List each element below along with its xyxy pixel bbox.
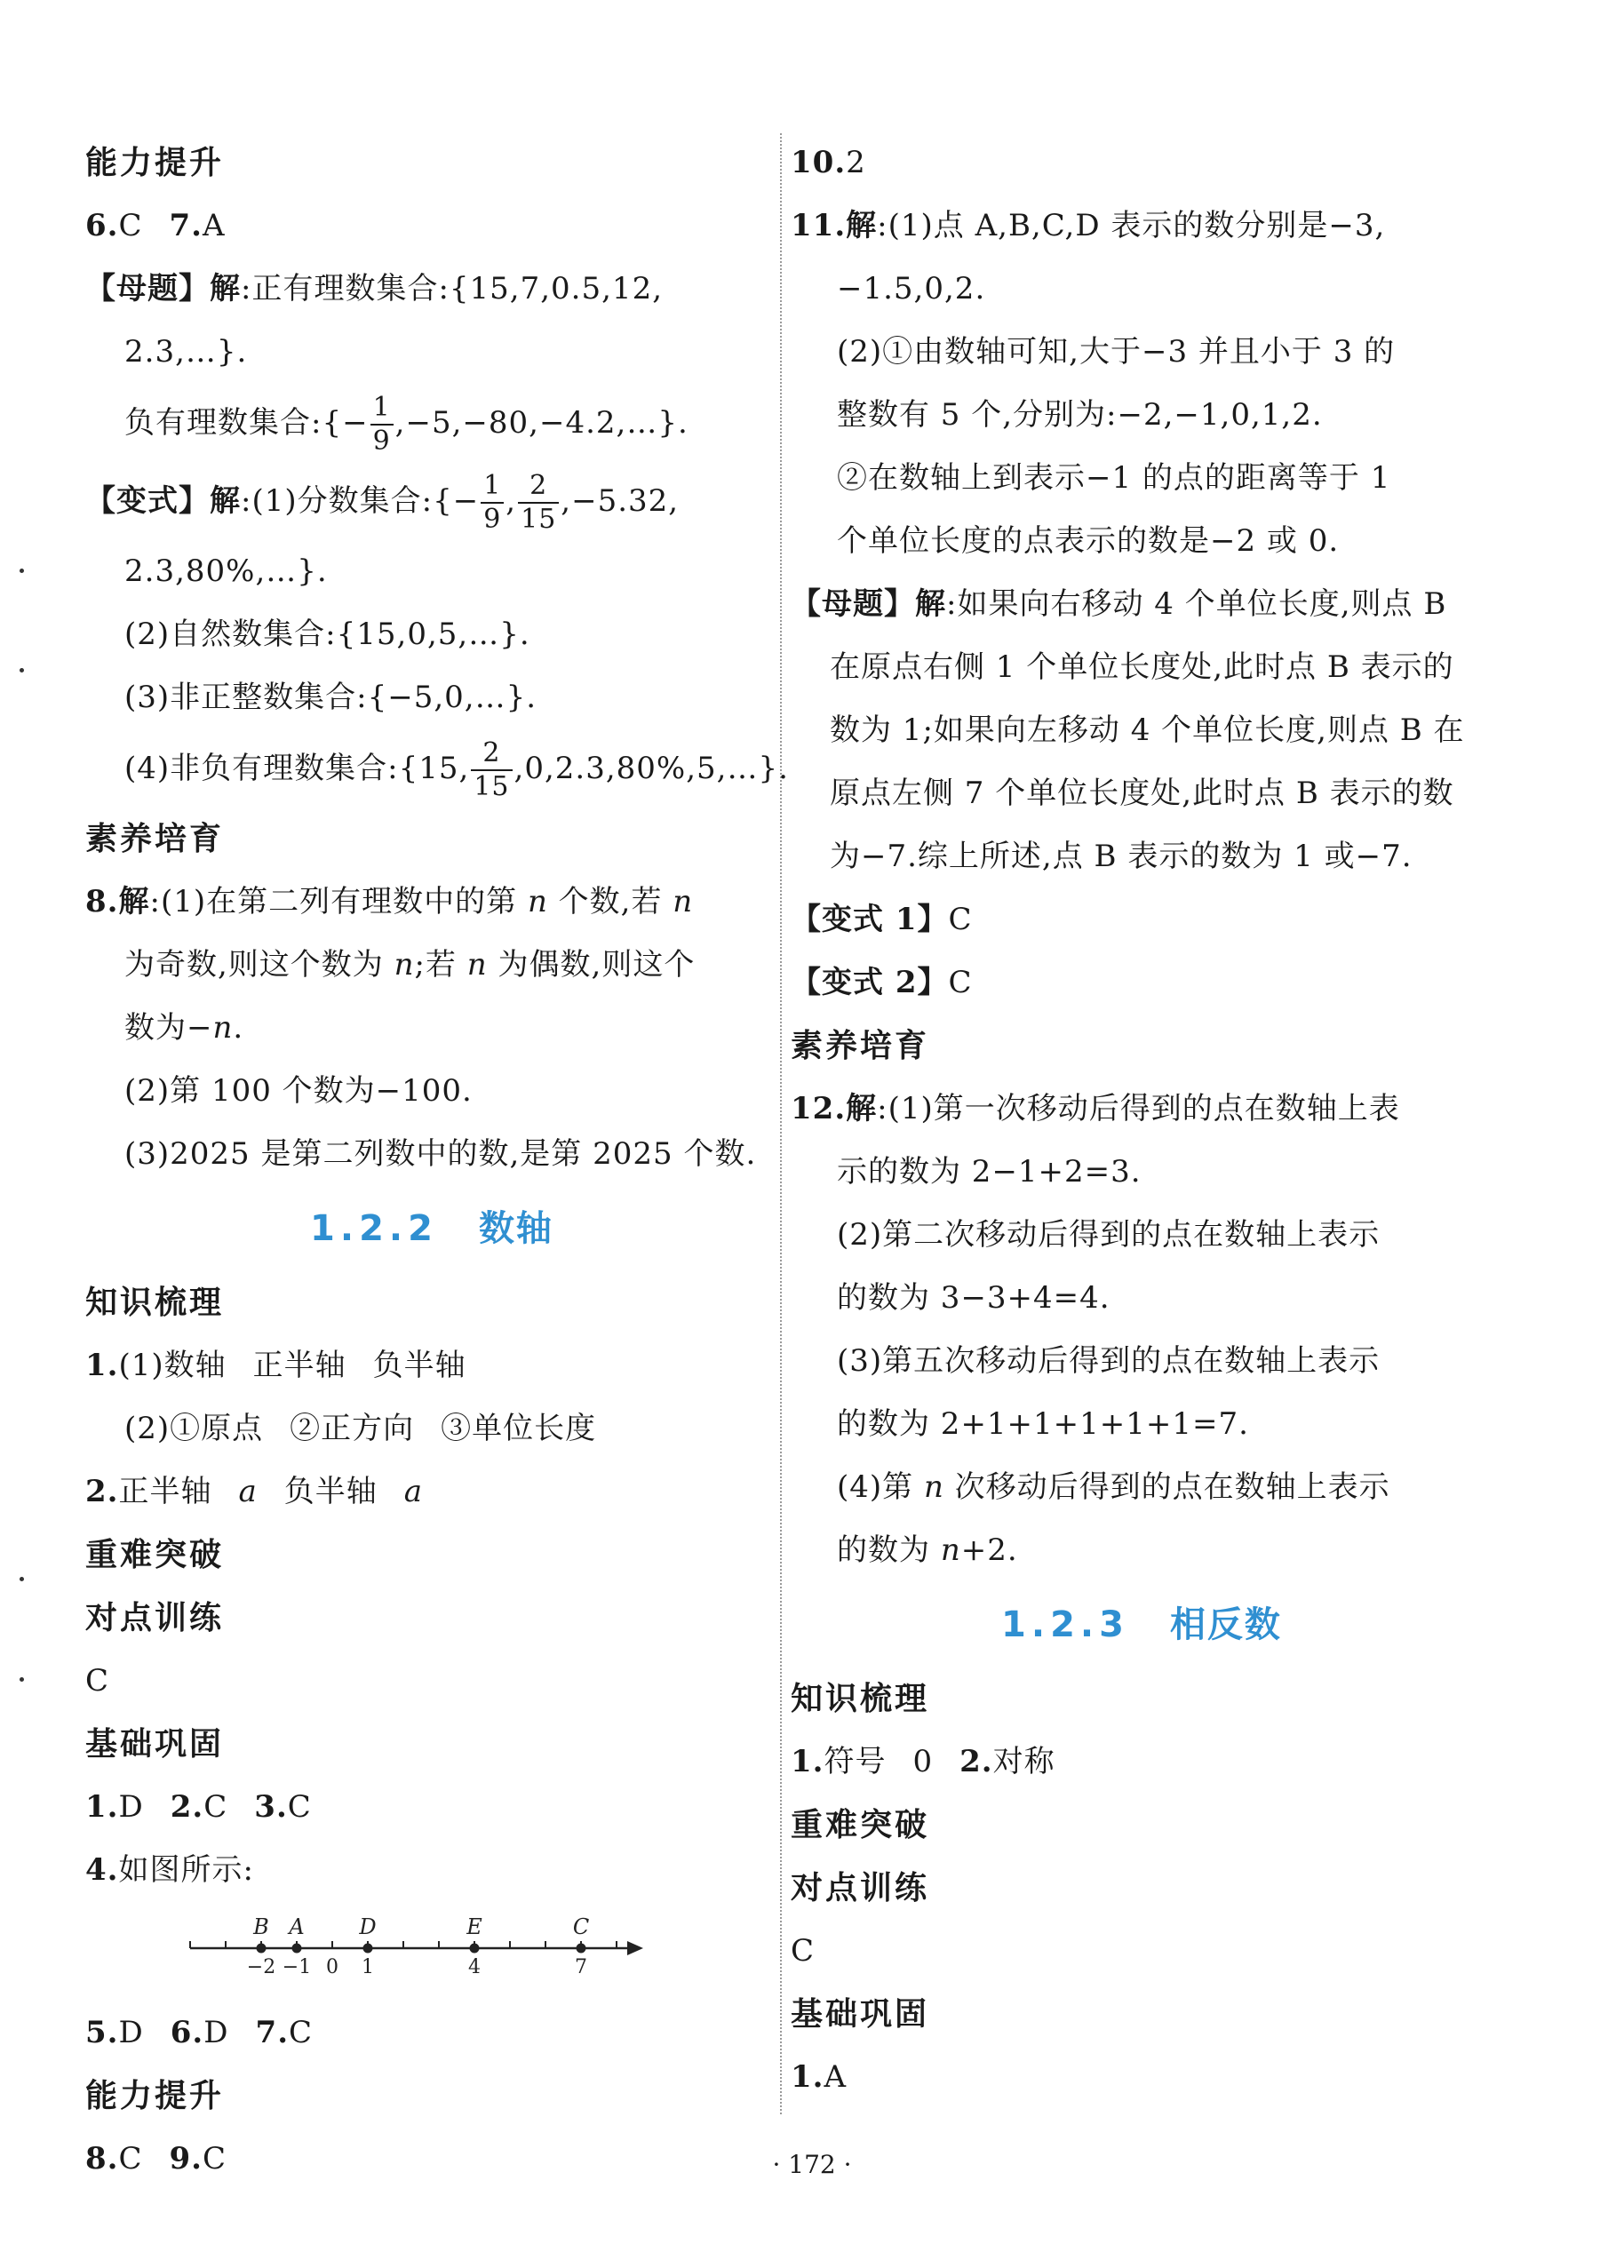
answer: 符号 [824,1744,887,1779]
answer-line [85,1650,778,1713]
answer: C [118,208,143,243]
numerator: 2 [518,473,559,504]
answer-line [85,321,778,384]
q-num: 11. [791,208,847,243]
text: 数为− [124,1010,213,1046]
text: ,−5,−80,−4.2,…}. [394,405,689,441]
text: (3)第五次移动后得到的点在数轴上表示 [837,1343,1381,1379]
q-num: 6. [170,2015,204,2050]
answer: (2)①原点 [124,1411,264,1446]
denominator: 9 [483,504,502,535]
point-label: D [359,1914,377,1939]
answer-line [791,1519,1493,1582]
tick-label: 1 [362,1956,374,1978]
heading-targeted-practice: 对点训练 [85,1600,225,1636]
text: ②在数轴上到表示−1 的点的距离等于 1 [837,460,1391,496]
text: (2)第二次移动后得到的点在数轴上表示 [837,1217,1381,1253]
answer-line [791,384,1493,447]
text: (4)非负有理数集合:{15, [124,751,470,786]
answer-line [85,934,778,997]
text: 2.3,80%,…}. [124,553,328,589]
q-num: 3. [254,1789,288,1825]
text: (2)自然数集合:{15,0,5,…}. [124,617,530,652]
variable: n [212,1010,234,1046]
heading-foundation: 基础巩固 [85,1726,225,1763]
point-label: B [253,1914,269,1939]
q-num: 8. [85,884,119,919]
text: 整数有 5 个,分别为:−2,−1,0,1,2. [837,397,1323,433]
answer-line [791,2046,1493,2109]
answer: 负半轴 [372,1348,466,1383]
answer-line [791,888,1493,951]
answer-line [791,321,1493,384]
answer-line [791,762,1493,825]
text: ,0,2.3,80%,5,…}. [513,751,789,786]
answer-line [791,1920,1493,1983]
answer-line [85,1397,778,1460]
point-a [292,1944,302,1954]
answer: ②正方向 [290,1411,415,1446]
heading-literacy: 素养培育 [791,1028,930,1064]
answer-line [85,1460,778,1524]
numerator: 2 [471,740,512,771]
heading-targeted-practice: 对点训练 [791,1870,930,1906]
fraction [481,470,504,535]
answer-line [791,195,1493,258]
answer-line [791,1267,1493,1330]
tick-label: 0 [326,1956,338,1978]
answer: A [203,208,226,243]
text: 2.3,…}. [124,334,248,370]
answer-line [791,573,1493,636]
variable: n [394,947,415,983]
text: (4)第 [837,1469,924,1505]
tag-mother-problem: 【母题】 [85,271,210,306]
footer-bullet: · [843,2150,852,2179]
left-column [85,131,789,2191]
text: 个单位长度的点表示的数是−2 或 0. [837,523,1340,559]
text: 负有理数集合:{− [124,405,369,441]
solution-label: 解 [915,586,946,622]
denominator: 15 [474,771,510,802]
answer: 对称 [992,1744,1055,1779]
answer: C [203,1789,228,1825]
answer-line [791,1731,1493,1794]
text: 数为 1;如果向左移动 4 个单位长度,则点 B 在 [830,712,1465,748]
answer-line [791,699,1493,762]
answer-line [85,997,778,1060]
numerator: 1 [370,394,394,426]
heading-foundation: 基础巩固 [791,1996,930,2033]
fraction [518,470,559,535]
heading-difficulty: 重难突破 [791,1807,930,1843]
text: (2)①由数轴可知,大于−3 并且小于 3 的 [837,334,1396,370]
fraction [471,737,512,802]
answer-line [85,871,778,934]
q-num: 2. [170,1789,204,1825]
answer: C [289,2015,314,2050]
tick-label: −2 [246,1956,276,1978]
answer-line [791,1456,1493,1519]
answer-line [791,1330,1493,1393]
text: :正有理数集合:{15,7,0.5,12, [241,271,664,306]
text: ;若 [414,947,467,983]
answer-line [85,603,778,666]
answer-line [791,258,1493,321]
answer: D [118,2015,144,2050]
answer-line [85,258,778,321]
point-label: A [289,1914,305,1939]
text: (2)第 100 个数为−100. [124,1073,473,1109]
text: , [506,483,517,519]
point-b [257,1944,267,1954]
solution-label: 解 [210,483,241,519]
point-c [577,1944,586,1954]
answer: (1)数轴 [118,1348,227,1383]
solution-label: 解 [846,1091,878,1126]
page-number: 172 [788,2150,836,2179]
answer-line [791,510,1493,573]
text: 的数为 [837,1532,941,1568]
page-footer [0,2150,1624,2179]
answer-line [791,1393,1493,1456]
q-num: 1. [85,1348,119,1383]
text: +2. [960,1532,1018,1568]
solution-label: 解 [210,271,241,306]
margin-dot [20,1677,24,1682]
margin-dot [20,569,24,573]
q-num: 8. [85,2141,119,2176]
fraction [370,394,394,455]
q-num: 1. [85,1789,119,1825]
answer-line [791,1078,1493,1141]
q-num: 9. [169,2141,203,2176]
answer: D [203,2015,229,2050]
variable: n [940,1532,961,1568]
heading-ability: 能力提升 [85,145,225,181]
tick-label: 7 [575,1956,587,1978]
text: 为−7.综上所述,点 B 表示的数为 1 或−7. [830,839,1413,874]
text: 次移动后得到的点在数轴上表示 [943,1469,1390,1505]
answer-line [791,636,1493,699]
answer-line [85,1060,778,1123]
section-title-opposite-numbers [791,1582,1493,1667]
q-num: 1. [791,2059,824,2095]
text: −1.5,0,2. [837,271,986,306]
column-divider [780,133,782,2114]
denominator: 9 [372,426,391,457]
text: 个数,若 [547,884,673,919]
answer-line [85,195,778,258]
point-d [363,1944,373,1954]
text: 如图所示: [118,1852,254,1888]
answer-line [85,462,778,540]
q-num: 7. [169,208,203,243]
heading-ability: 能力提升 [85,2078,225,2114]
tick-label: 4 [468,1956,481,1978]
heading-literacy: 素养培育 [85,821,225,857]
tag-variant: 【变式】 [85,483,210,519]
variable: n [466,947,488,983]
text: :(1)点 A,B,C,D 表示的数分别是−3, [877,208,1386,243]
answer-line [791,825,1493,888]
number-line-figure [85,1902,778,2001]
variable: n [527,884,548,919]
tag-variant-1: 【变式 1】 [791,902,949,937]
heading-difficulty: 重难突破 [85,1537,225,1573]
answer: C [791,1933,816,1969]
text: :(1)第一次移动后得到的点在数轴上表 [877,1091,1400,1126]
q-num: 12. [791,1091,847,1126]
q-num: 10. [791,145,847,180]
section-name: 相反数 [1169,1604,1282,1645]
q-num: 5. [85,2015,119,2050]
answer: ③单位长度 [441,1411,597,1446]
answer: C [118,2141,143,2176]
q-num: 2. [959,1744,993,1779]
answer-line [85,1123,778,1186]
numerator: 1 [481,473,504,504]
margin-dot [20,1577,24,1581]
answer-line [85,540,778,603]
answer: 0 [912,1744,934,1779]
text: 在原点右侧 1 个单位长度处,此时点 B 表示的 [830,649,1454,685]
answer-line [85,1334,778,1397]
answer-line [85,384,778,462]
answer-line [791,131,1493,195]
answer-line [791,1204,1493,1267]
answer-line [791,951,1493,1015]
point-e [470,1944,480,1954]
variable: a [238,1474,258,1509]
q-num: 1. [791,1744,824,1779]
answer-line [85,729,789,808]
answer-line [791,447,1493,510]
answer: 正半轴 [252,1348,346,1383]
answer-line [85,2001,778,2065]
section-title-number-line [85,1186,778,1271]
section-name: 数轴 [478,1208,553,1249]
solution-label: 解 [846,208,878,243]
variable: n [673,884,694,919]
variable: n [923,1469,944,1505]
right-column [791,131,1493,2109]
margin-dot [20,668,24,672]
text: (3)2025 是第二列数中的数,是第 2025 个数. [124,1136,757,1172]
axis-arrow [627,1941,643,1955]
text: 的数为 2+1+1+1+1+1=7. [837,1406,1249,1442]
section-number: 1.2.3 [1001,1604,1129,1645]
answer: 2 [846,145,866,180]
q-num: 2. [85,1474,119,1509]
denominator: 15 [521,504,557,535]
number-line [183,1902,681,2001]
text: 为偶数,则这个 [487,947,696,983]
answer: 负半轴 [283,1474,378,1509]
point-label: C [572,1914,590,1939]
answer: D [118,1789,144,1825]
answer: C [948,965,973,1000]
text: 为奇数,则这个数为 [124,947,394,983]
answer: C [948,902,973,937]
text: 的数为 3−3+4=4. [837,1280,1111,1316]
q-num: 6. [85,208,119,243]
text: . [233,1010,244,1046]
text: (3)非正整数集合:{−5,0,…}. [124,680,537,715]
tag-mother-problem: 【母题】 [791,586,915,622]
answer-line [85,1776,778,1839]
answer: C [203,2141,227,2176]
point-label: E [466,1914,482,1939]
tag-variant-2: 【变式 2】 [791,965,949,1000]
heading-knowledge: 知识梳理 [791,1681,930,1717]
heading-knowledge: 知识梳理 [85,1285,225,1321]
tick-label: −1 [282,1956,312,1978]
text: 示的数为 2−1+2=3. [837,1154,1142,1190]
answer: C [85,1663,110,1699]
answer: 正半轴 [118,1474,212,1509]
q-num: 7. [255,2015,290,2050]
q-num: 4. [85,1852,119,1888]
answer-line [85,666,778,729]
text: :(1)在第二列有理数中的第 [149,884,528,919]
answer-line [85,1839,778,1902]
text: :(1)分数集合:{− [241,483,480,519]
variable: a [403,1474,424,1509]
answer: C [287,1789,312,1825]
answer-line [791,1141,1493,1204]
footer-bullet: · [772,2150,781,2179]
solution-label: 解 [118,884,150,919]
text: 原点左侧 7 个单位长度处,此时点 B 表示的数 [830,776,1454,811]
text: ,−5.32, [561,483,680,519]
answer: A [824,2059,848,2095]
section-number: 1.2.2 [310,1208,438,1249]
text: :如果向右移动 4 个单位长度,则点 B [946,586,1447,622]
